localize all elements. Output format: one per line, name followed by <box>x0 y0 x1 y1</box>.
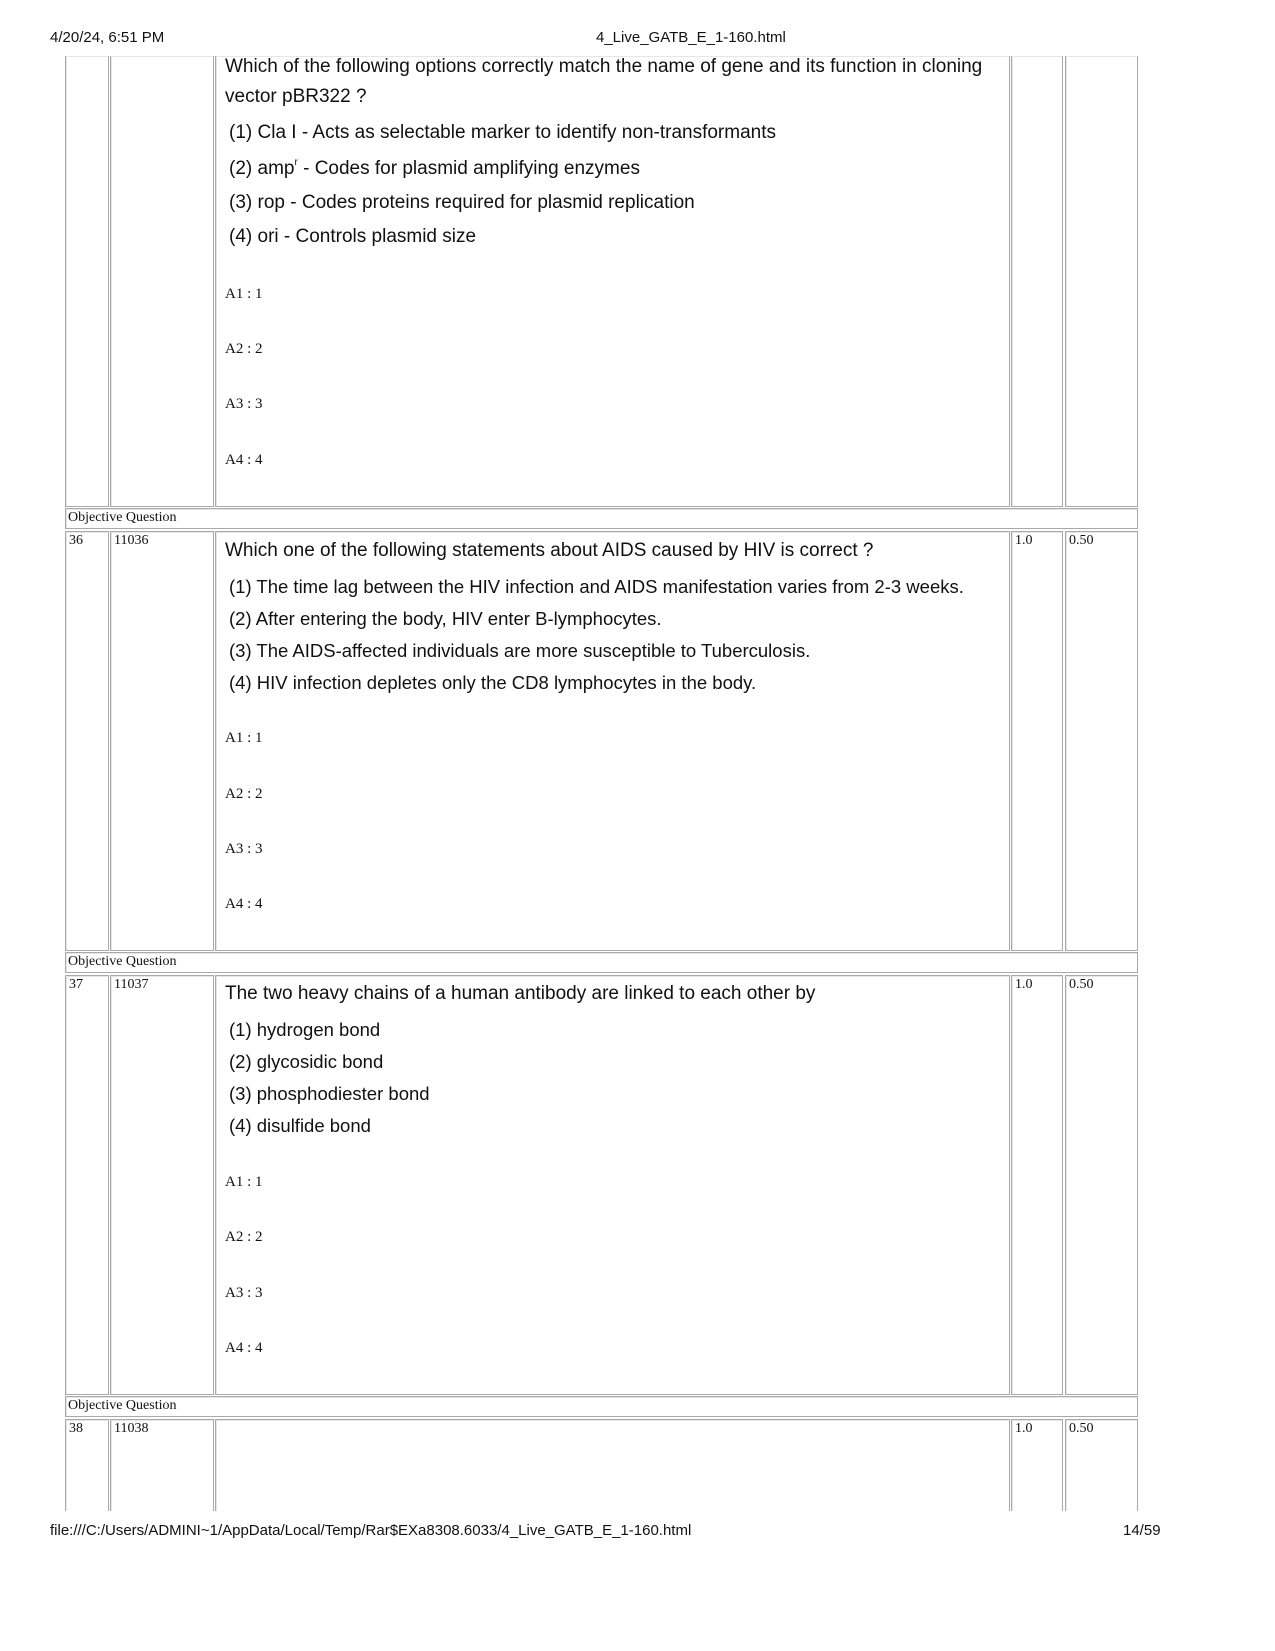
option-3: (3) phosphodiester bond <box>229 1083 430 1104</box>
question-type-row <box>65 508 1138 529</box>
marks: 1.0 <box>1015 1421 1033 1436</box>
id-cell <box>110 975 214 1395</box>
option-1: (1) Cla I - Acts as selectable marker to identify non-transformants <box>229 122 776 143</box>
option-3: (3) The AIDS-affected individuals are more susceptible to Tuberculosis. <box>229 640 811 661</box>
question-number: 36 <box>69 533 83 548</box>
question-type: Objective Question <box>68 510 177 525</box>
answer-1: A1 : 1 <box>225 730 263 746</box>
question-type-row <box>65 952 1138 973</box>
question-cell <box>215 975 1010 1395</box>
question-type: Objective Question <box>68 954 177 969</box>
marks-cell <box>1011 975 1063 1395</box>
negative-marks: 0.50 <box>1069 533 1094 548</box>
answer-4: A4 : 4 <box>225 1340 263 1356</box>
print-datetime: 4/20/24, 6:51 PM <box>50 29 165 46</box>
question-number: 38 <box>69 1421 83 1436</box>
marks-cell <box>1011 1419 1063 1511</box>
question-id: 11038 <box>114 1421 149 1436</box>
option-4: (4) ori - Controls plasmid size <box>229 226 477 247</box>
option-2: (2) After entering the body, HIV enter B-lymphocytes. <box>229 608 662 629</box>
negative-cell <box>1065 56 1138 507</box>
option-1: (1) hydrogen bond <box>229 1019 381 1040</box>
answer-2: A2 : 2 <box>225 1229 263 1245</box>
answer-1: A1 : 1 <box>225 1174 263 1190</box>
marks: 1.0 <box>1015 977 1033 992</box>
question-text: Which of the following options correctly match the name of gene and its function in cloning vector pBR322 ? <box>225 56 983 107</box>
question-id: 11037 <box>114 977 149 992</box>
negative-cell <box>1065 531 1138 951</box>
question-type-row <box>65 1396 1138 1417</box>
option-3: (3) rop - Codes proteins required for plasmid replication <box>229 192 695 213</box>
option-4: (4) HIV infection depletes only the CD8 lymphocytes in the body. <box>229 672 757 693</box>
option-4: (4) disulfide bond <box>229 1115 371 1136</box>
question-text: The two heavy chains of a human antibody are linked to each other by <box>225 983 816 1004</box>
question-text: Which one of the following statements about AIDS caused by HIV is correct ? <box>225 540 874 561</box>
question-number: 37 <box>69 977 83 992</box>
marks: 1.0 <box>1015 533 1033 548</box>
answer-3: A3 : 3 <box>225 1285 263 1301</box>
question-type: Objective Question <box>68 1398 177 1413</box>
negative-marks: 0.50 <box>1069 1421 1094 1436</box>
question-cell <box>215 1419 1010 1511</box>
id-cell <box>110 56 214 507</box>
sno-cell <box>65 1419 109 1511</box>
negative-cell <box>1065 1419 1138 1511</box>
option-2: (2) glycosidic bond <box>229 1051 384 1072</box>
negative-marks: 0.50 <box>1069 977 1094 992</box>
answer-2: A2 : 2 <box>225 341 263 357</box>
question-id: 11036 <box>114 533 149 548</box>
answer-2: A2 : 2 <box>225 786 263 802</box>
sno-cell <box>65 975 109 1395</box>
option-2: (2) amp$^r$ - Codes for plasmid amplifying enzymes <box>229 157 640 179</box>
sno-cell <box>65 56 109 507</box>
marks-cell <box>1011 531 1063 951</box>
answer-4: A4 : 4 <box>225 896 263 912</box>
answer-1: A1 : 1 <box>225 286 263 302</box>
print-page-number: 14/59 <box>1123 1522 1161 1539</box>
option-1: (1) The time lag between the HIV infection and AIDS manifestation varies from 2-3 weeks. <box>229 576 964 597</box>
print-file-path: file:///C:/Users/ADMINI~1/AppData/Local/Temp/Rar$EXa8308.6033/4_Live_GATB_E_1-160.html <box>50 1522 692 1539</box>
print-title: 4_Live_GATB_E_1-160.html <box>596 29 786 46</box>
id-cell <box>110 1419 214 1511</box>
answer-4: A4 : 4 <box>225 452 263 468</box>
answer-3: A3 : 3 <box>225 841 263 857</box>
option-2-superscript: r <box>294 157 298 168</box>
marks-cell <box>1011 56 1063 507</box>
question-cell <box>215 531 1010 951</box>
id-cell <box>110 531 214 951</box>
answer-3: A3 : 3 <box>225 396 263 412</box>
question-cell <box>215 56 1010 507</box>
sno-cell <box>65 531 109 951</box>
negative-cell <box>1065 975 1138 1395</box>
